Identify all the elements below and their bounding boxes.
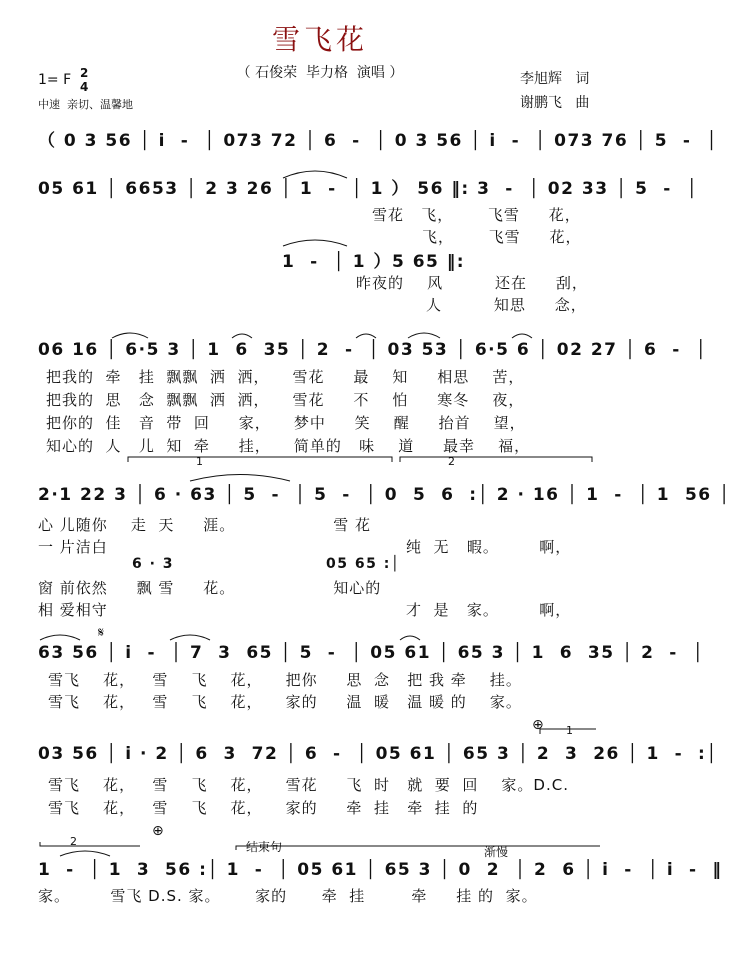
slur (112, 333, 148, 338)
lyric-line: 心 儿随你 走 天 涯。 雪 花 (38, 516, 372, 534)
alt-notes-a: 6 · 3 (132, 556, 175, 572)
song-title: 雪飞花 (271, 23, 368, 56)
slur (283, 171, 347, 178)
lyric-line: 相 爱相守 (38, 601, 108, 619)
lyric-line: 家。 雪飞 D.S. 家。 家的 牵 挂 牵 挂 的 家。 (38, 887, 538, 905)
volta-1-label: 1 (566, 724, 573, 737)
score-row-4: 2·1 22 3 │ 6 · 63 │ 5 - │ 5 - │ 0 5 6 :│ 2 · 16 │ 1 - │ 1 56 │ (38, 485, 731, 505)
lyricist-credit: 李旭辉 词 (520, 71, 590, 87)
lyric-line: 雪飞 花， 雪 飞 花， 家的 温 暖 温 暖 的 家。 (48, 693, 522, 711)
lyric-line: 飞， 飞雪 花， (422, 228, 582, 246)
score-row-3: 06 16 │ 6·5 3 │ 1 6 35 │ 2 - │ 03 53 │ 6·5 6 │ 02 27 │ 6 - │ (38, 340, 708, 360)
score-row-6: 03 56 │ i · 2 │ 6 3 72 │ 6 - │ 05 61 │ 65 3 │ 2 3 26 │ 1 - :│ (38, 744, 719, 764)
slur (512, 334, 532, 338)
segno-sign: 𝄋 (98, 625, 105, 641)
slur (190, 475, 290, 482)
lyric-line: 雪飞 花， 雪 飞 花， 把你 思 念 把 我 牵 挂。 (48, 671, 522, 689)
slur (408, 333, 440, 338)
slur (40, 635, 80, 640)
lyric-line-right: 才 是 家。 啊， (406, 601, 572, 619)
coda-sign: ⊕ (152, 823, 164, 839)
lyric-line: 窗 前依然 飘 雪 花。 知心的 (38, 579, 382, 597)
lyric-line: 雪飞 花， 雪 飞 花， 家的 牵 挂 牵 挂 的 (48, 799, 479, 817)
volta-2-bracket (400, 457, 592, 462)
lyric-line: 一 片洁白 (38, 538, 108, 556)
time-signature-bottom: 4 (80, 80, 89, 94)
volta-1-label: 1 (196, 455, 203, 468)
composer-credit: 谢鹏飞 曲 (520, 95, 590, 111)
slur (283, 240, 347, 246)
score-row-2: 05 61 │ 6653 │ 2 3 26 │ 1 - │ 1 ） 56 ‖: 3 - │ 02 33 │ 5 - │ (38, 179, 699, 199)
score-row-7: 1 - │ 1 3 56 :│ 1 - │ 05 61 │ 65 3 │ 0 2 │ 2 6 │ i - │ i - ‖ (38, 860, 723, 880)
volta-2-label: 2 (448, 455, 455, 468)
key-signature: 1= F (38, 72, 72, 88)
volta-1-bracket (540, 729, 596, 734)
score-row-1: （ 0 3 56 │ i - │ 073 72 │ 6 - │ 0 3 56 │ i - │ 073 76 │ 5 - │ (38, 131, 719, 151)
coda-sign: ⊕ (532, 717, 544, 733)
score-row-5: 63 56 │ i - │ 7 3 65 │ 5 - │ 05 61 │ 65 3 │ 1 6 35 │ 2 - │ (38, 643, 705, 663)
time-signature-top: 2 (80, 66, 89, 80)
lyric-line-right: 纯 无 暇。 啊， (406, 538, 572, 556)
lyric-line: 人 知思 念， (426, 296, 587, 314)
score-row-alt: 1 - │ 1 ）5 65 ‖: (282, 252, 466, 272)
lyric-line: 雪飞 花， 雪 飞 花， 雪花 飞 时 就 要 回 家。D.C. (48, 776, 569, 794)
lyric-line: 把我的 牵 挂 飘飘 洒 洒， 雪花 最 知 相思 苦， (46, 368, 525, 386)
slur (170, 635, 210, 640)
lyric-line: 雪花 飞， 飞雪 花， (372, 206, 581, 224)
lyric-line: 知心的 人 儿 知 牵 挂， 简单的 味 道 最幸 福， (46, 437, 531, 455)
volta-1-bracket (128, 457, 392, 462)
slur (400, 636, 420, 640)
slur (60, 851, 110, 856)
lyric-line: 昨夜的 风 还在 刮， (356, 274, 588, 292)
ending-bracket (236, 846, 600, 850)
singers-subtitle: （ 石俊荣 毕力格 演唱 ） (236, 65, 404, 81)
volta-2-label: 2 (70, 835, 77, 848)
tempo-marking: 中速 亲切、温馨地 (38, 98, 133, 111)
alt-notes-b: 05 65 :│ (326, 556, 401, 572)
lyric-line: 把我的 思 念 飘飘 洒 洒， 雪花 不 怕 寒冬 夜， (46, 391, 525, 409)
slur (356, 334, 376, 338)
ending-label: 结束句 (246, 840, 283, 854)
slur (232, 334, 252, 338)
lyric-line: 把你的 佳 音 带 回 家， 梦中 笑 醒 抬首 望， (46, 414, 526, 432)
ritardando-label: 渐慢 (484, 845, 509, 859)
volta-2-bracket (40, 842, 140, 846)
